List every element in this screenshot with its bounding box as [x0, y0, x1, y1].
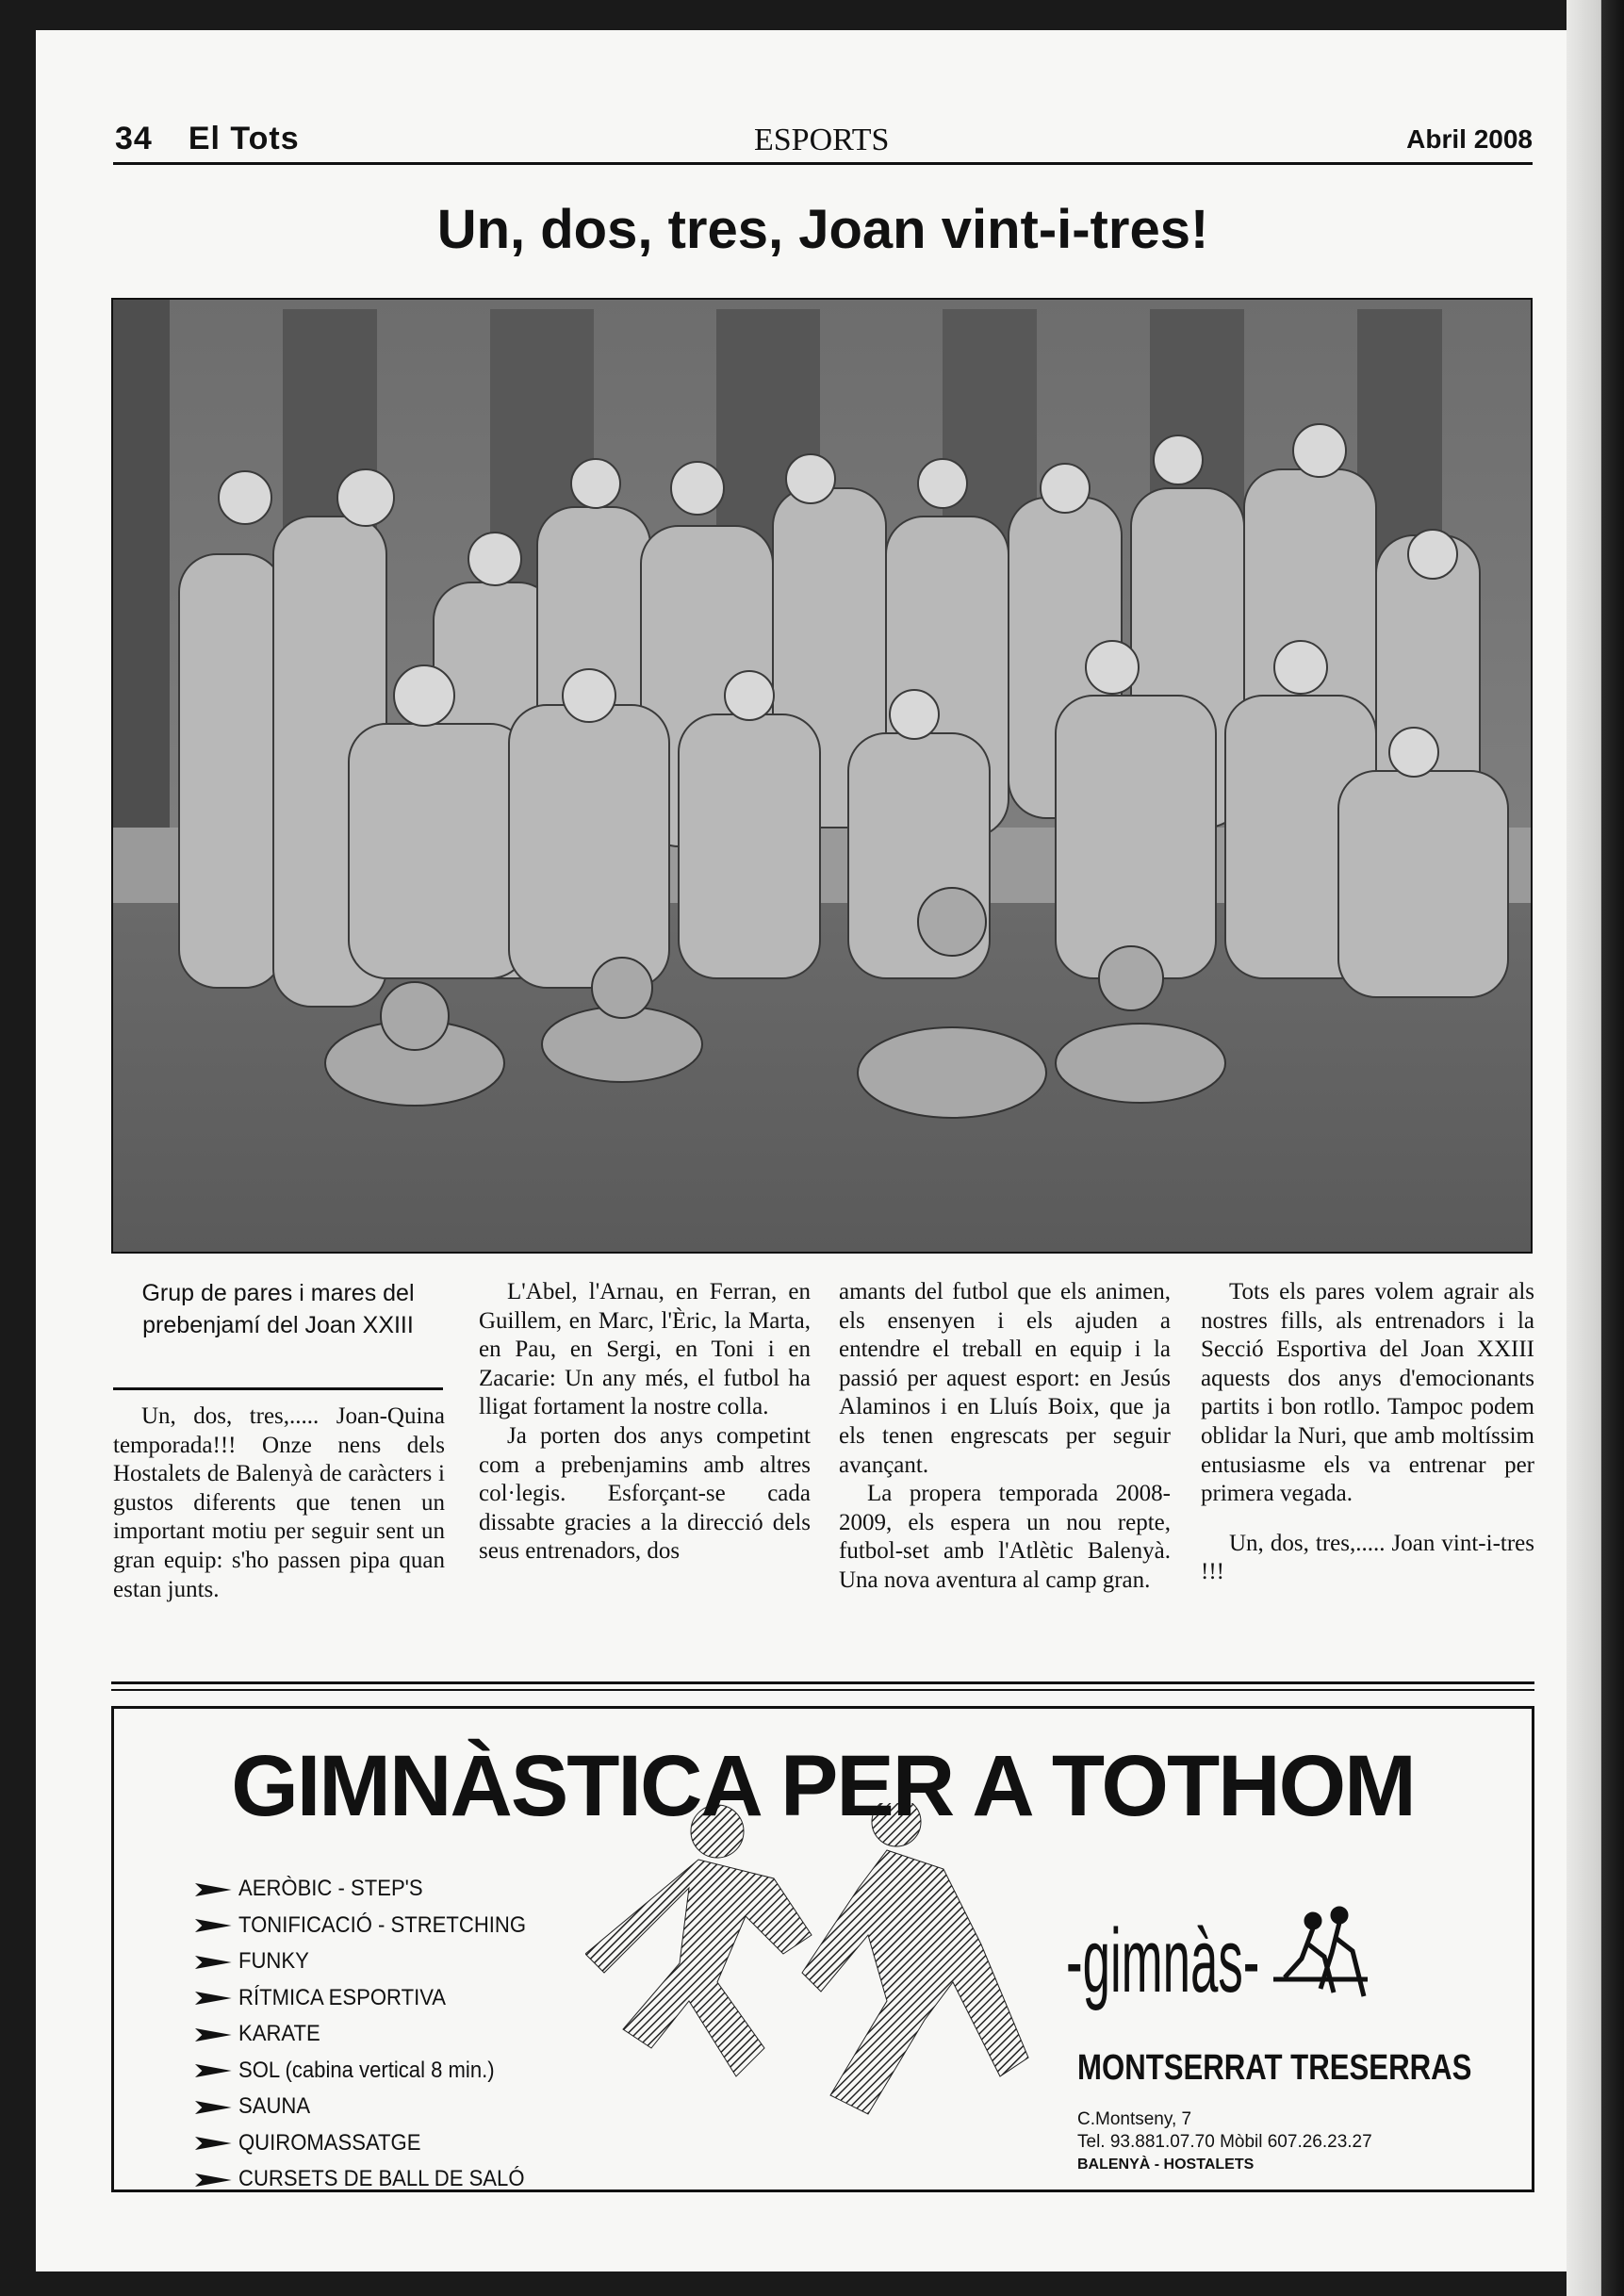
issue-date: Abril 2008 [1406, 124, 1533, 154]
caption-rule [113, 1387, 443, 1390]
gym-advertisement [111, 1706, 1534, 2192]
running-header-left [115, 121, 300, 157]
street-address: C.Montseny, 7 [1077, 2109, 1192, 2129]
list-item: AERÒBIC - STEP'S [195, 1871, 526, 1908]
brand-wordmark: -gimnàs- [1066, 1911, 1260, 2012]
list-item: FUNKY [195, 1943, 526, 1980]
locality: BALENYÀ - HOSTALETS [1077, 2157, 1255, 2173]
page-spine [1567, 0, 1624, 2296]
article-column-1 [113, 1402, 445, 1604]
article-column-2 [479, 1278, 811, 1566]
gym-logo [1066, 1902, 1368, 2043]
header-rule [113, 162, 1533, 165]
section-name: ESPORTS [754, 123, 890, 157]
owner-name: MONTSERRAT TRESERRAS [1077, 2048, 1472, 2088]
athletes-graphic [585, 1803, 1057, 2180]
article-paragraph: Un, dos, tres,..... Joan-Quina temporada!!! Onze nens dels Hostalets de Balenyà de caràcters i gustos diferents que tenen un important motiu per seguir sent un gran equip: s'ho passen pipa quan estan junts. [113, 1403, 445, 1602]
article-headline: Un, dos, tres, Joan vint-i-tres! [436, 199, 1209, 260]
arrow-icon [195, 1992, 232, 2005]
section-divider [111, 1681, 1534, 1691]
arrow-icon [195, 2173, 232, 2187]
article-column-4 [1201, 1278, 1534, 1587]
list-item: KARATE [195, 2016, 526, 2053]
photo-illustration [113, 300, 1533, 1254]
list-item: SOL (cabina vertical 8 min.) [195, 2053, 526, 2090]
publication-name: El Tots [188, 121, 300, 156]
phone-numbers: Tel. 93.881.07.70 Mòbil 607.26.23.27 [1077, 2132, 1372, 2152]
arrow-icon [195, 2028, 232, 2042]
runners-icon [1273, 1909, 1368, 1996]
list-item: TONIFICACIÓ - STRETCHING [195, 1908, 526, 1944]
article-paragraph: amants del futbol que els animen, els ensenyen i els ajuden a entendre el treball en equip i la passió per aquest esport: en Jesús Alaminos i en Lluís Boix, que ja els tenen engrescats per seguir avançant. [839, 1279, 1171, 1478]
arrow-icon [195, 1919, 232, 1932]
arrow-icon [195, 1883, 232, 1896]
arrow-icon [195, 2064, 232, 2077]
list-item: QUIROMASSATGE [195, 2125, 526, 2162]
article-column-3 [839, 1278, 1171, 1596]
arrow-icon [195, 2137, 232, 2150]
list-item: CURSETS DE BALL DE SALÓ [195, 2161, 526, 2192]
article-paragraph: Tots els pares volem agrair als nostres fills, als entrenadors i la Secció Esportiva del Joan XXIII aquests dos anys d'emocionants partits i bon rotllo. Tampoc podem oblidar la Nuri, que amb moltíssim entusiasme els va entrenar per primera vegada. [1201, 1279, 1534, 1507]
contact-block [1077, 2108, 1372, 2176]
team-group-photo [111, 298, 1533, 1254]
article-paragraph: La propera temporada 2008-2009, els espera un nou repte, futbol-set amb l'Atlètic Balenyà. Una nova aventura al camp gran. [839, 1481, 1171, 1593]
ad-title: GIMNÀSTICA PER A TOTHOM [231, 1738, 1415, 1834]
article-paragraph: L'Abel, l'Arnau, en Ferran, en Guillem, en Marc, l'Èric, la Marta, en Pau, en Sergi, en Toni i en Zacarie: Un any més, el futbol ha lligat fortament la nostre colla. [479, 1279, 811, 1420]
list-item: SAUNA [195, 2089, 526, 2125]
article-closing: Un, dos, tres,..... Joan vint-i-tres !!! [1201, 1530, 1534, 1585]
page-number: 34 [115, 121, 153, 156]
service-list [195, 1871, 555, 2192]
photo-caption: Grup de pares i mares del prebenjamí del Joan XXIII [141, 1280, 415, 1338]
article-paragraph: Ja porten dos anys competint com a prebenjamins amb altres col·legis. Esforçant-se cada dissabte gracies a la direcció dels seus entrenadors, dos [479, 1422, 811, 1565]
arrow-icon [195, 1956, 232, 1969]
arrow-icon [195, 2101, 232, 2114]
list-item: RÍTMICA ESPORTIVA [195, 1980, 526, 2017]
